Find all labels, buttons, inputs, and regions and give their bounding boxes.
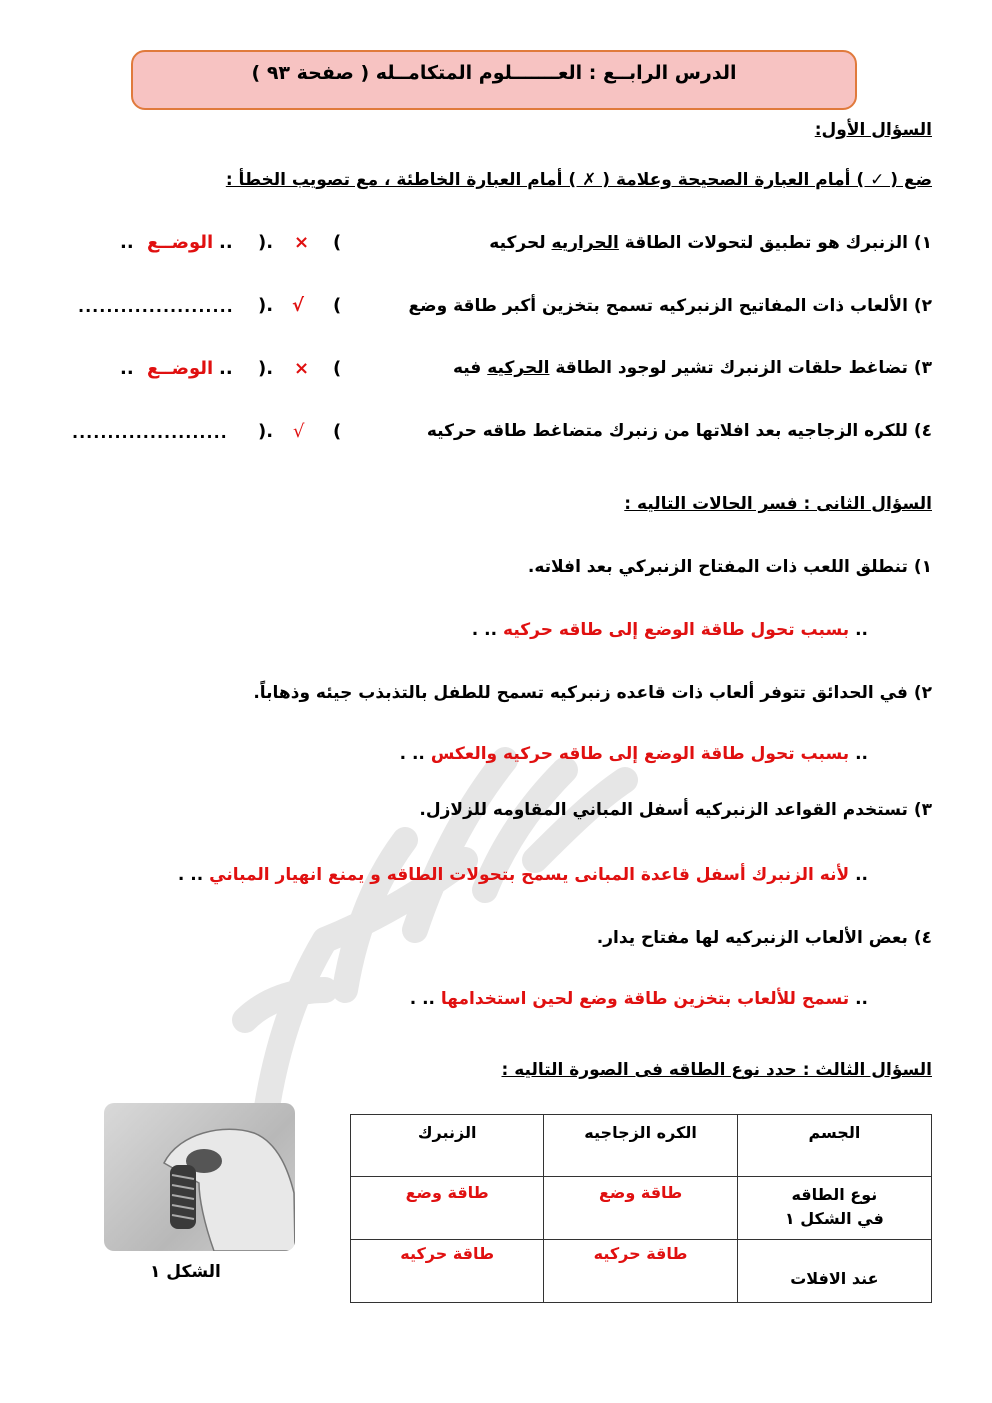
q1-item-4-text: ٤) للكره الزجاجيه بعد افلاتها من زنبرك متضاغط طاقه حركيه (426, 421, 932, 441)
table-cell-glass-ball: طاقة وضع (544, 1177, 737, 1240)
table-row-label: عند الافلات (737, 1240, 931, 1303)
q1-item-3-open-paren: ( (333, 358, 342, 379)
q1-item-3-correction: الوضــع (147, 358, 214, 379)
q2-item-4-answer-line: .. تسمح للألعاب بتخزين طاقة وضع لحين استخدامها .. . (409, 989, 868, 1009)
q1-item-4-dots: ...................... (72, 423, 228, 442)
q1-item-1-correction: الوضــع (147, 232, 214, 253)
q1-item-2-close-paren: ). (258, 295, 274, 316)
q1-item-3-mark: × (294, 358, 310, 379)
table-header-glass-ball: الكره الزجاجيه (544, 1115, 737, 1177)
q2-item-2-question: ٢) في الحدائق تتوفر ألعاب ذات قاعده زنبركيه تسمح للطفل بالتذبذب جيئه وذهاباً. (253, 683, 932, 703)
figure-photo-hand-spring (104, 1103, 295, 1251)
q2-item-3-answer-line: .. لأنه الزنبرك أسفل قاعدة المبانى يسمح بتحولات الطاقه و يمنع انهيار المباني .. . (177, 865, 868, 885)
q1-item-2-dots: ...................... (78, 297, 234, 316)
q1-item-3-close-paren: ). (258, 358, 274, 379)
q1-instruction: ضع ( ✓ ) أمام العبارة الصحيحة وعلامة ( ✗ ) أمام العبارة الخاطئة ، مع تصويب الخطأ : (225, 170, 932, 190)
table-header-row (351, 1115, 932, 1177)
page-title: الدرس الرابــع : العـــــــلوم المتكامــله ( صفحة ٩٣ ) (251, 62, 737, 84)
q1-title: السؤال الأول: (814, 120, 932, 140)
table-header-spring: الزنبرك (351, 1115, 544, 1177)
table-row (351, 1240, 932, 1303)
q2-title: السؤال الثانى : فسر الحالات التاليه : (624, 494, 932, 514)
q1-item-1-dots-right: .. (219, 232, 233, 253)
q1-item-3-dots-right: .. (219, 358, 233, 379)
figure-caption: الشكل ١ (150, 1262, 221, 1282)
q1-item-3-text: ٣) تضاغط حلقات الزنبرك تشير لوجود الطاقة الحركيه فيه (452, 358, 932, 378)
hand-spring-illustration (104, 1103, 295, 1251)
table-cell-glass-ball: طاقة حركيه (544, 1240, 737, 1303)
table-header-body: الجسم (737, 1115, 931, 1177)
q1-item-1-mark: × (294, 232, 310, 253)
q1-item-4-mark: √ (293, 421, 305, 442)
q2-item-1-question: ١) تنطلق اللعب ذات المفتاح الزنبركي بعد افلاته. (527, 557, 932, 577)
q1-item-1-open-paren: ( (333, 232, 342, 253)
q1-item-1-dots-left: .. (120, 232, 134, 253)
table-row-label: نوع الطاقه في الشكل ١ (737, 1177, 931, 1240)
q1-item-4-close-paren: ). (258, 421, 274, 442)
q1-item-1-close-paren: ). (258, 232, 274, 253)
q1-item-2-open-paren: ( (333, 295, 342, 316)
energy-table (350, 1114, 932, 1303)
q3-title: السؤال الثالث : حدد نوع الطاقه فى الصورة التاليه : (501, 1060, 932, 1080)
q1-item-2-mark: √ (292, 295, 305, 316)
q1-item-3-dots-left: .. (120, 358, 134, 379)
q2-item-4-question: ٤) بعض الألعاب الزنبركيه لها مفتاح يدار. (596, 928, 932, 948)
q1-item-1-text: ١) الزنبرك هو تطبيق لتحولات الطاقة الحراريه لحركيه (489, 233, 932, 253)
q2-item-3-question: ٣) تستخدم القواعد الزنبركيه أسفل المباني المقاومه للزلازل. (419, 800, 932, 820)
q1-item-4-open-paren: ( (333, 421, 342, 442)
table-cell-spring: طاقة وضع (351, 1177, 544, 1240)
table-row (351, 1177, 932, 1240)
q2-item-1-answer-line: .. بسبب تحول طاقة الوضع إلى طاقه حركيه .. . (471, 620, 868, 640)
table-cell-spring: طاقة حركيه (351, 1240, 544, 1303)
q1-item-2-text: ٢) الألعاب ذات المفاتيح الزنبركيه تسمح بتخزين أكبر طاقة وضع (408, 296, 932, 316)
q2-item-2-answer-line: .. بسبب تحول طاقة الوضع إلى طاقه حركيه والعكس .. . (399, 744, 868, 764)
